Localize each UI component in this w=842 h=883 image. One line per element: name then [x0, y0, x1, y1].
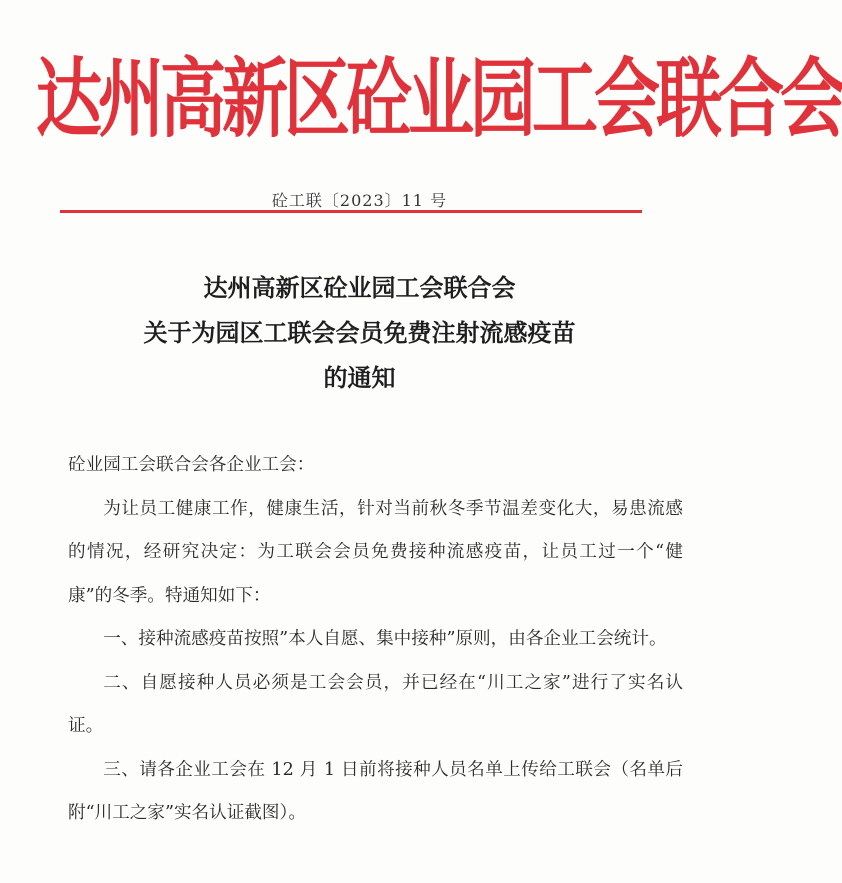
letterhead-divider: [60, 210, 642, 213]
notice-title-line-1: 达州高新区砼业园工会联合会: [203, 274, 516, 302]
body-paragraph-item-3: 三、请各企业工会在 12 月 1 日前将接种人员名单上传给工联会（名单后附“川工之家”实名认证截图）。: [68, 759, 683, 823]
document-number: 砼工联〔2023〕11 号: [271, 191, 448, 210]
notice-title-line-3: 的通知: [323, 364, 396, 392]
letterhead-title: 达州高新区砼业园工会联合会: [36, 49, 842, 150]
body-paragraph-item-1: 一、接种流感疫苗按照”本人自愿、集中接种”原则，由各企业工会统计。: [103, 629, 667, 649]
notice-title-line-2: 关于为园区工联会会员免费注射流感疫苗: [143, 319, 576, 347]
body-paragraph-intro: 为让员工健康工作，健康生活，针对当前秋冬季节温差变化大，易患流感的情况，经研究决定：为工联会会员免费接种流感疫苗，让员工过一个“健康”的冬季。特通知如下：: [68, 498, 683, 606]
body-paragraph-item-2: 二、自愿接种人员必须是工会会员，并已经在“川工之家”进行了实名认证。: [68, 672, 683, 736]
notice-title: [0, 266, 719, 401]
notice-body: [68, 444, 683, 836]
salutation: 砼业园工会联合会各企业工会：: [68, 455, 315, 475]
